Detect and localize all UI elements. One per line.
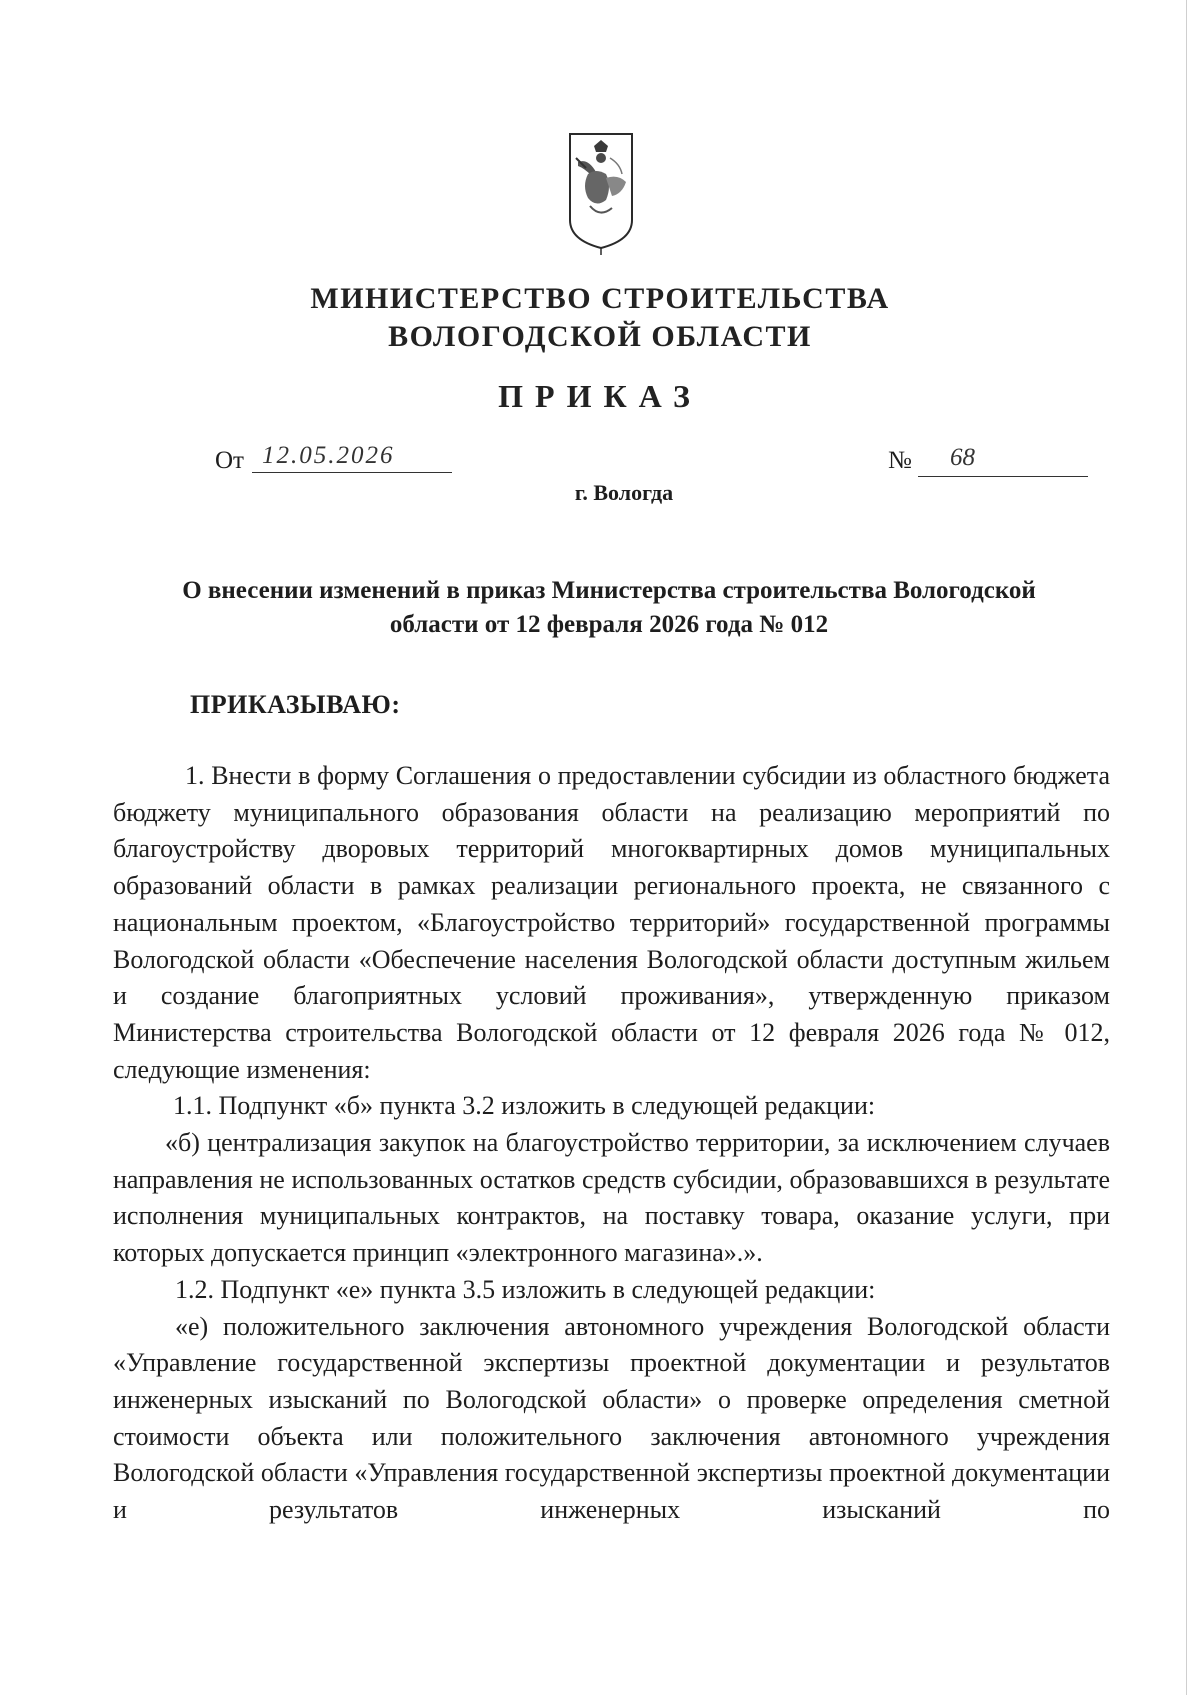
- paragraph-1: 1. Внести в форму Соглашения о предоставлении субсидии из областного бюджета бюджету муниципального образования области на реализацию мероприятий по благоустройству дворовых территорий многоквартирных домов муниципальных образований области в рамках реализации регионального проекта, не связанного с национальным проектом, «Благоустройство территорий» государственной программы Вологодской области «Обеспечение населения Вологодской области доступным жильем и создание благоприятных условий проживания», утвержденную приказом Министерства строительства Вологодской области от 12 февраля 2026 года № 012, следующие изменения:: [113, 761, 1110, 1084]
- subject-line-2: области от 12 февраля 2026 года № 012: [389, 611, 829, 638]
- document-type-title: ПРИКАЗ: [498, 378, 702, 414]
- scan-edge-line: [1186, 0, 1187, 1695]
- date-label: От: [215, 447, 244, 474]
- date-value-handwritten: 12.05.2026: [262, 442, 395, 469]
- ministry-line-1: МИНИСТЕРСТВО СТРОИТЕЛЬСТВА: [310, 282, 890, 315]
- number-value-handwritten: 68: [950, 444, 975, 471]
- coat-of-arms-icon: [566, 128, 636, 256]
- number-underline: [918, 476, 1088, 477]
- ministry-line-2: ВОЛОГОДСКОЙ ОБЛАСТИ: [388, 320, 812, 353]
- number-label: №: [888, 447, 912, 474]
- ministry-name: [0, 280, 1200, 356]
- city-name: г. Вологда: [574, 480, 674, 505]
- paragraph-quote-b: «б) централизация закупок на благоустройство территории, за исключением случаев направления не использованных остатков средств субсидии, образовавшихся в результате исполнения муниципальных контрактов, на поставку товара, оказание услуги, при которых допускается принцип «электронного магазина».».: [113, 1128, 1110, 1268]
- date-underline: [252, 472, 452, 473]
- paragraph-1-2: 1.2. Подпункт «е» пункта 3.5 изложить в следующей редакции:: [175, 1274, 876, 1304]
- order-directive: ПРИКАЗЫВАЮ:: [190, 690, 401, 719]
- paragraph-quote-e: «е) положительного заключения автономного учреждения Вологодской области «Управление государственной экспертизы проектной документации и результатов инженерных изысканий по Вологодской области» о проверке определения сметной стоимости объекта или положительного заключения автономного учреждения Вологодской области «Управления государственной экспертизы проектной документации и результатов инженерных изысканий по: [113, 1311, 1110, 1525]
- paragraph-1-1: 1.1. Подпункт «б» пункта 3.2 изложить в следующей редакции:: [173, 1091, 876, 1121]
- order-body: [113, 758, 1110, 1529]
- order-subject: [120, 574, 1098, 642]
- subject-line-1: О внесении изменений в приказ Министерства строительства Вологодской: [182, 577, 1036, 604]
